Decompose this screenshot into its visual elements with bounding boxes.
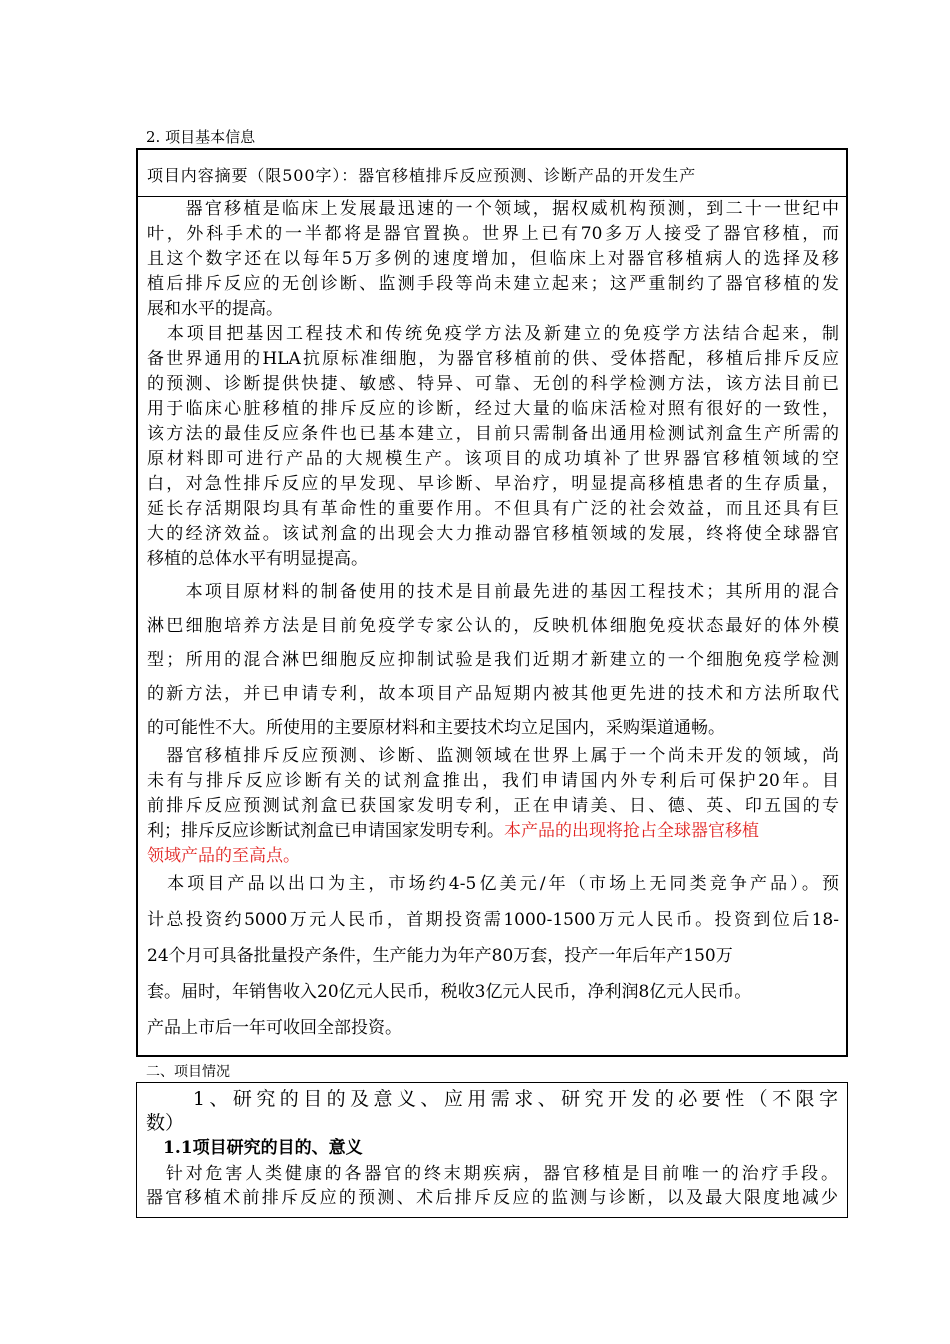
summary-line: 的可能性不大。所使用的主要原材料和主要技术均立足国内，采购渠道通畅。 <box>147 718 725 738</box>
summary-line: 大的经济效益。该试剂盒的出现会大力推动器官移植领域的发展，终将使全球器官 <box>147 524 839 544</box>
summary-line: 计总投资约5000万元人民币，首期投资需1000-1500万元人民币。投资到位后18- <box>147 910 839 930</box>
summary-line: 且这个数字还在以每年5万多例的速度增加，但临床上对器官移植病人的选择及移 <box>147 249 839 269</box>
summary-line: 植后排斥反应的无创诊断、监测手段等尚未建立起来；这严重制约了器官移植的发 <box>147 274 839 294</box>
summary-line: 的新方法，并已申请专利，故本项目产品短期内被其他更先进的技术和方法所取代 <box>147 684 839 704</box>
section-heading: 2. 项目基本信息 <box>146 128 256 146</box>
summary-line: 原材料即可进行产品的大规模生产。该项目的成功填补了世界器官移植领域的空 <box>147 449 839 469</box>
summary-line: 本项目产品以出口为主，市场约4-5亿美元/年（市场上无同类竞争产品）。预 <box>147 874 839 894</box>
body-line: 针对危害人类健康的各器官的终末期疾病，器官移植是目前唯一的治疗手段。 <box>146 1164 838 1184</box>
body-line: 器官移植术前排斥反应的预测、术后排斥反应的监测与诊断，以及最大限度地减少 <box>146 1188 838 1208</box>
summary-line: 备世界通用的HLA抗原标准细胞，为器官移植前的供、受体搭配，移植后排斥反应 <box>147 349 839 369</box>
summary-line: 延长存活期限均具有革命性的重要作用。不但具有广泛的社会效益，而且还具有巨 <box>147 499 839 519</box>
summary-header: 项目内容摘要（限500字）：器官移植排斥反应预测、诊断产品的开发生产 <box>138 150 846 197</box>
summary-line: 型；所用的混合淋巴细胞反应抑制试验是我们近期才新建立的一个细胞免疫学检测 <box>147 650 839 670</box>
highlight-line: 领域产品的至高点。 <box>147 846 300 866</box>
research-purpose-title: 1、研究的目的及意义、应用需求、研究开发的必要性（不限字 <box>146 1088 838 1110</box>
project-situation-table <box>136 1082 848 1218</box>
summary-line: 用于临床心脏移植的排斥反应的诊断，经过大量的临床活检对照有很好的一致性， <box>147 399 839 419</box>
highlight-text: 本产品的出现将抢占全球器官移植 <box>504 821 759 841</box>
summary-line: 器官移植排斥反应预测、诊断、监测领域在世界上属于一个尚未开发的领域，尚 <box>147 746 839 766</box>
summary-line: 本项目原材料的制备使用的技术是目前最先进的基因工程技术；其所用的混合 <box>147 582 839 602</box>
summary-line: 的预测、诊断提供快捷、敏感、特异、可靠、无创的科学检测方法，该方法目前已 <box>147 374 839 394</box>
section-heading: 二、项目情况 <box>146 1064 230 1080</box>
subsection-heading: 1.1项目研究的目的、意义 <box>146 1138 363 1158</box>
summary-line: 产品上市后一年可收回全部投资。 <box>147 1018 402 1038</box>
summary-line: 展和水平的提高。 <box>147 299 283 319</box>
research-purpose-title-cont: 数） <box>146 1112 185 1134</box>
summary-line: 前排斥反应预测试剂盒已获国家发明专利，正在申请美、日、德、英、印五国的专 <box>147 796 839 816</box>
summary-line: 24个月可具备批量投产条件，生产能力为年产80万套，投产一年后年产150万 <box>147 946 733 966</box>
summary-line: 淋巴细胞培养方法是目前免疫学专家公认的，反映机体细胞免疫状态最好的体外模 <box>147 616 839 636</box>
summary-line-text: 利；排斥反应诊断试剂盒已申请国家发明专利。 <box>147 821 504 841</box>
project-summary-table <box>136 148 848 1057</box>
summary-line: 器官移植是临床上发展最迅速的一个领域，据权威机构预测，到二十一世纪中 <box>147 199 839 219</box>
summary-line: 套。届时，年销售收入20亿元人民币，税收3亿元人民币，净利润8亿元人民币。 <box>147 982 752 1002</box>
summary-line-with-highlight <box>147 820 839 842</box>
summary-line: 白，对急性排斥反应的早发现、早诊断、早治疗，明显提高移植患者的生存质量， <box>147 474 839 494</box>
summary-line: 本项目把基因工程技术和传统免疫学方法及新建立的免疫学方法结合起来，制 <box>147 324 839 344</box>
summary-line: 叶，外科手术的一半都将是器官置换。世界上已有70多万人接受了器官移植，而 <box>147 224 839 244</box>
summary-line: 未有与排斥反应诊断有关的试剂盒推出，我们申请国内外专利后可保护20年。目 <box>147 771 839 791</box>
summary-line: 该方法的最佳反应条件也已基本建立，目前只需制备出通用检测试剂盒生产所需的 <box>147 424 839 444</box>
summary-line: 移植的总体水平有明显提高。 <box>147 549 368 569</box>
